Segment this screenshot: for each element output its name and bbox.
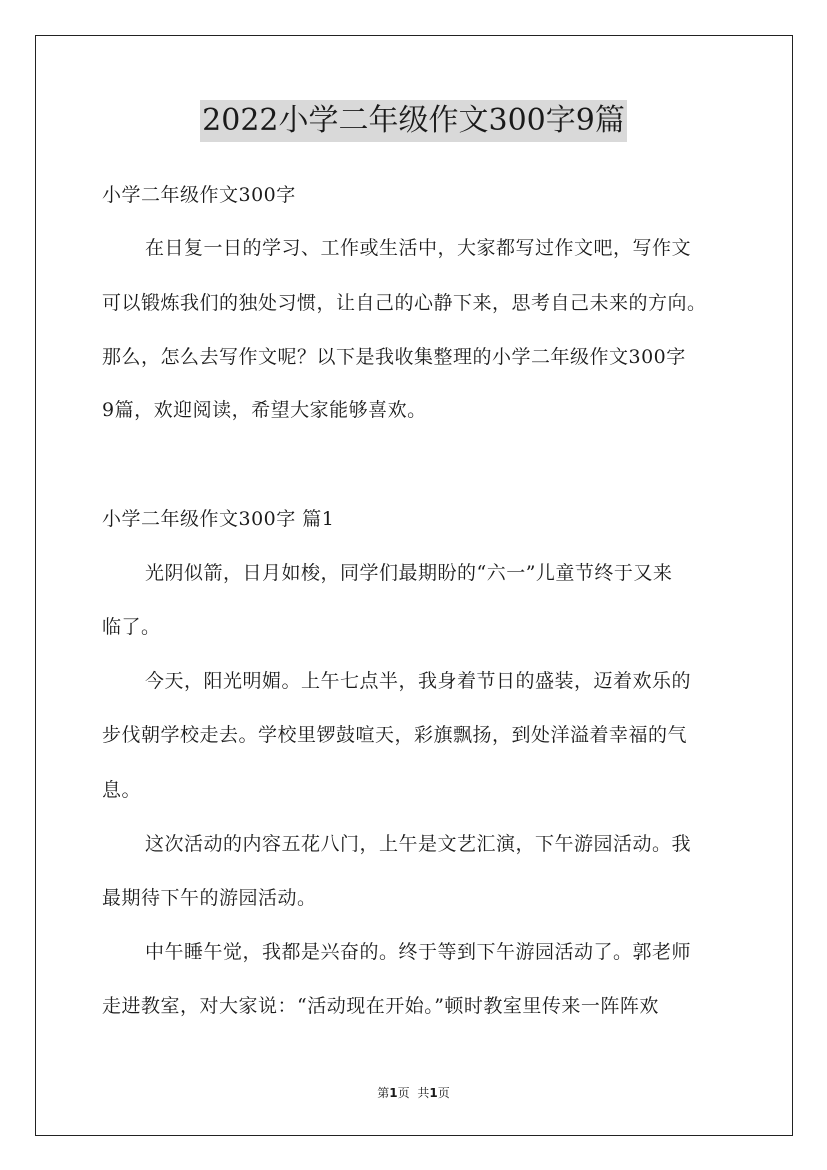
section-heading: 小学二年级作文300字 篇1 (102, 508, 335, 530)
total-suffix: 页 (437, 1086, 450, 1100)
total-number: 1 (429, 1086, 438, 1100)
intro-line: 9篇，欢迎阅读，希望大家能够喜欢。 (102, 399, 427, 421)
total-prefix: 共 (417, 1086, 430, 1100)
paragraph-line: 光阴似箭，日月如梭，同学们最期盼的“六一”儿童节终于又来 (145, 562, 673, 584)
paragraph-line: 临了。 (102, 616, 161, 638)
title-container (0, 100, 827, 142)
paragraph-line: 中午睡午觉，我都是兴奋的。终于等到下午游园活动了。郭老师 (145, 941, 692, 963)
paragraph-line: 最期待下午的游园活动。 (102, 887, 317, 909)
paragraph-line: 息。 (102, 779, 142, 801)
paragraph-line: 走进教室，对大家说：“活动现在开始。”顿时教室里传来一阵阵欢 (102, 995, 659, 1017)
page-footer (0, 1084, 827, 1101)
paragraph-line: 今天，阳光明媚。上午七点半，我身着节日的盛装，迈着欢乐的 (145, 670, 692, 692)
paragraph-line: 这次活动的内容五花八门，上午是文艺汇演，下午游园活动。我 (145, 833, 692, 855)
page-prefix: 第 (377, 1086, 390, 1100)
intro-heading: 小学二年级作文300字 (102, 184, 296, 206)
document-title: 2022小学二年级作文300字9篇 (200, 100, 627, 142)
page-suffix: 页 (397, 1086, 410, 1100)
paragraph-line: 步伐朝学校走去。学校里锣鼓喧天，彩旗飘扬，到处洋溢着幸福的气 (102, 724, 688, 746)
page-number: 1 (389, 1086, 398, 1100)
intro-line: 在日复一日的学习、工作或生活中，大家都写过作文吧，写作文 (145, 237, 692, 259)
intro-line: 可以锻炼我们的独处习惯，让自己的心静下来，思考自己未来的方向。 (102, 292, 707, 314)
intro-line: 那么，怎么去写作文呢？以下是我收集整理的小学二年级作文300字 (102, 346, 686, 368)
